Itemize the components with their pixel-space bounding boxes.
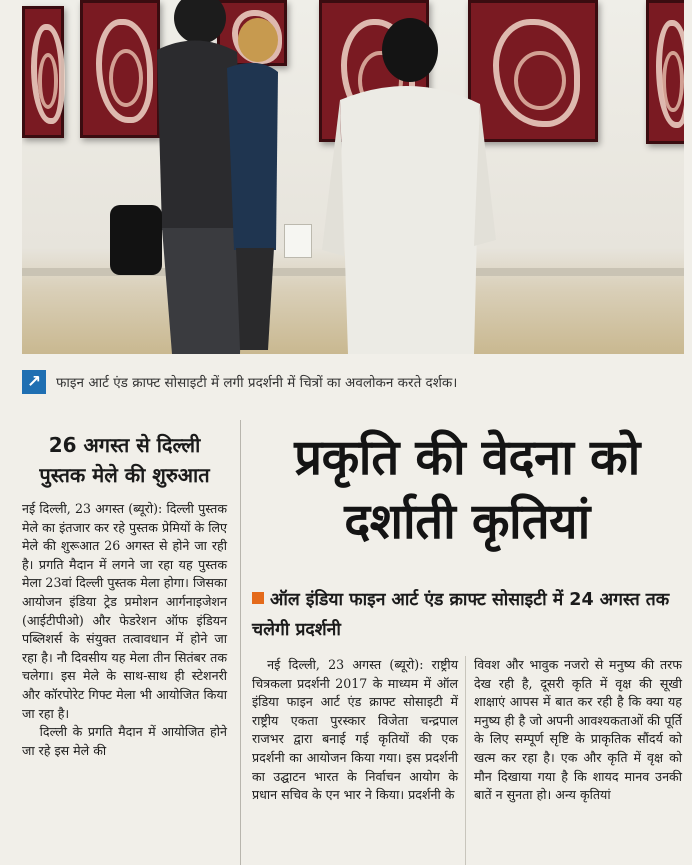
orange-square-icon (252, 592, 264, 604)
main-subhead (252, 585, 686, 645)
left-headline-line-1: 26 अगस्त से दिल्ली (48, 433, 201, 457)
caption-text: फाइन आर्ट एंड क्राफ्ट सोसाइटी में लगी प्रदर्शनी में चित्रों का अवलोकन करते दर्शक। (56, 375, 458, 391)
left-headline-line-2: पुस्तक मेले की शुरुआत (39, 463, 210, 487)
main-story-column-1 (252, 656, 458, 805)
left-story-headline (22, 430, 227, 490)
main-headline-line-2: दर्शाती कृतियां (344, 493, 590, 550)
photo-caption (22, 369, 684, 397)
main-headline-line-1: प्रकृति की वेदना को (294, 429, 640, 486)
left-story-paragraph-2: दिल्ली के प्रगति मैदान में आयोजित होने जा रहे इस मेले की (22, 724, 227, 758)
subhead-text: ऑल इंडिया फाइन आर्ट एंड क्राफ्ट सोसाइटी में 24 अगस्त तक चलेगी प्रदर्शनी (252, 590, 670, 640)
left-story (22, 430, 227, 760)
main-story-column-2 (474, 656, 682, 805)
visitors-silhouettes (22, 0, 684, 354)
left-story-paragraph-1: नई दिल्ली, 23 अगस्त (ब्यूरो): दिल्ली पुस्तक मेले का इंतजार कर रहे पुस्तक प्रेमियों के लिए मेले की शुरूआत 26 अगस्त से होने जा रही है। प्रगति मैदान में लगने जा रहा यह पुस्तक मेला 23वां दिल्ली पुस्तक मेला होगा। जिसका आयोजन इंडिया ट्रेड प्रमोशन आर्गनाइजेशन (आईटीपीओ) और फेडरेशन ऑफ इंडियन पब्लिशर्स के संयुक्त तत्वावधान में होने जा रहा है। नौ दिवसीय यह मेला तीन सितंबर तक चलेगा। इस मेले के साथ-साथ ही स्टेशनरी और कॉरपोरेट गिफ्ट मेला भी आयोजित किया जा रहा है। (22, 501, 227, 721)
main-headline (252, 426, 682, 554)
exhibition-photo (22, 0, 684, 354)
main-story-text-2: विवश और भावुक नजरो से मनुष्य की तरफ देख रही है, दूसरी कृति में वृक्ष की सूखी शाक्षाएं आपस में बात कर रही है कि क्या यह मनुष्य ही है जो अपनी आवश्यकताओं की पूर्ति के लिए सम्पूर्ण सृष्टि के प्राकृतिक सौंदर्य को खत्म कर रहा है। एक और कृति में वृक्ष को मौन दिखाया गया है कि शायद मानव उनकी बातें न सुनता हो। अन्य कृतियां (474, 657, 682, 803)
column-divider-2 (465, 656, 466, 865)
arrow-up-right-icon: ↗ (22, 370, 46, 394)
column-divider (240, 420, 241, 865)
main-story-text-1: नई दिल्ली, 23 अगस्त (ब्यूरो): राष्ट्रीय चित्रकला प्रदर्शनी 2017 के माध्यम में ऑल इंडिया फाइन आर्ट एंड क्राफ्ट सोसाइटी में राष्ट्रीय एकता पुरस्कार विजेता चन्द्रपाल राजभर द्वारा बनाई गई कृतियों की एक प्रदर्शनी का आयोजन किया गया। इस प्रदर्शनी का उद्घाटन भारत के निर्वाचन आयोग के प्रधान सचिव के एन भार ने किया। प्रदर्शनी के (252, 657, 458, 803)
